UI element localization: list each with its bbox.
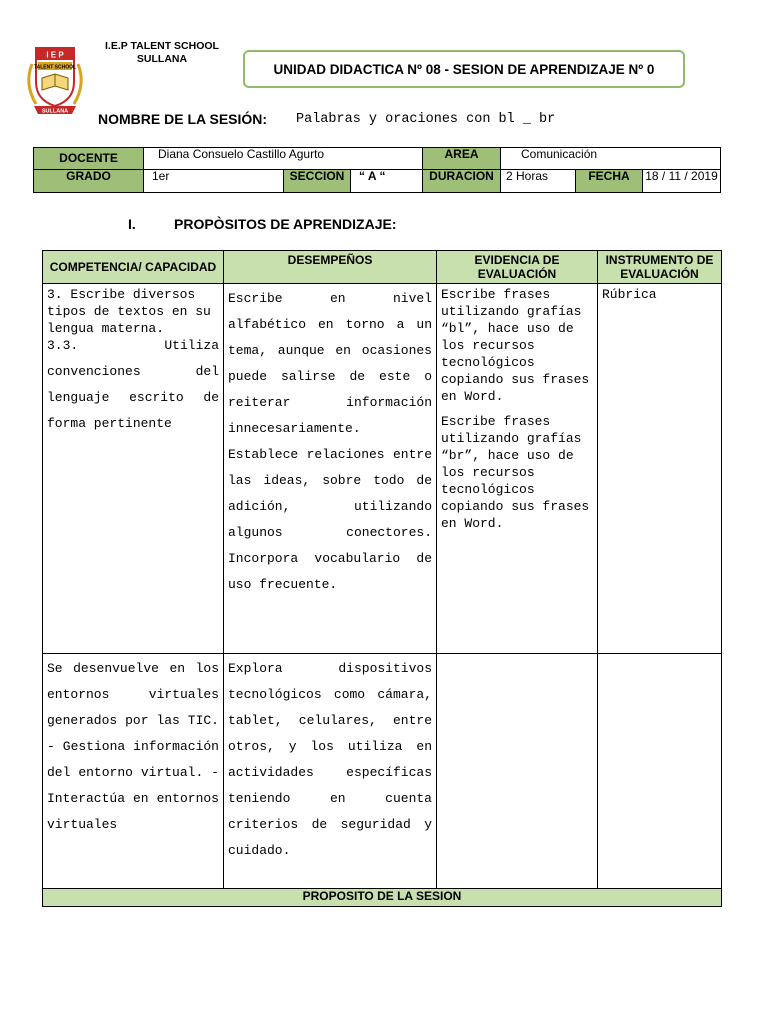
duracion-value-cell: 2 Horas bbox=[500, 169, 576, 193]
school-logo bbox=[22, 42, 88, 118]
header-competencia: COMPETENCIA/ CAPACIDAD bbox=[43, 251, 224, 284]
evidencia-text-a: Escribe frases utilizando grafías “bl”, hace uso de los recursos tecnológicos copiando sus frases en Word. bbox=[441, 287, 590, 404]
logo-letters: I E P bbox=[46, 50, 64, 60]
header-desempenos: DESEMPEÑOS bbox=[224, 251, 437, 284]
session-name: Palabras y oraciones con bl _ br bbox=[296, 112, 556, 127]
school-heading bbox=[92, 40, 232, 66]
docente-value-cell: Diana Consuelo Castillo Agurto bbox=[143, 147, 423, 170]
unit-title: UNIDAD DIDACTICA Nº 08 - SESION DE APRENDIZAJE Nº 0 bbox=[273, 61, 655, 77]
unit-title-box bbox=[243, 50, 685, 88]
grado-value-cell: 1er bbox=[143, 169, 284, 193]
section-number: I. bbox=[128, 216, 136, 232]
seccion-value-cell: “ A “ bbox=[350, 169, 423, 193]
info-grid bbox=[33, 147, 721, 193]
desempenos-cell: Escribe en nivel alfabético en torno a un tema, aunque en ocasiones puede salirse de este o reiterar información innecesariamente. Establece relaciones entre las ideas, sobre todo de adición, utilizando algunos conectores. Incorpora vocabulario de uso frecuente. bbox=[224, 284, 437, 654]
table-row bbox=[43, 284, 722, 654]
evidencia-cell bbox=[437, 654, 598, 889]
evidencia-text-b: Escribe frases utilizando grafías “br”, hace uso de los recursos tecnológicos copiando sus frases en Word. bbox=[441, 414, 590, 531]
desempenos-cell: Explora dispositivos tecnológicos como cámara, tablet, celulares, entre otros, y los utiliza en actividades específicas teniendo en cuenta criterios de seguridad y cuidado. bbox=[224, 654, 437, 889]
duracion-label-cell: DURACION bbox=[422, 169, 501, 193]
competencia-cell: Se desenvuelve en los entornos virtuales generados por las TIC. - Gestiona información del entorno virtual. - Interactúa en entornos virtuales bbox=[43, 654, 224, 889]
area-value-cell: Comunicación bbox=[500, 147, 721, 170]
purposes-table bbox=[42, 250, 722, 907]
logo-middle-text: TALENT SCHOOL bbox=[33, 64, 77, 71]
instrumento-cell: Rúbrica bbox=[598, 284, 722, 654]
instrumento-cell bbox=[598, 654, 722, 889]
header-evidencia: EVIDENCIA DE EVALUACIÓN bbox=[437, 251, 598, 284]
school-city: SULLANA bbox=[136, 53, 188, 65]
fecha-value-cell: 18 / 11 / 2019 bbox=[642, 169, 721, 193]
competencia-cell bbox=[43, 284, 224, 654]
session-label: NOMBRE DE LA SESIÓN: bbox=[98, 111, 268, 127]
evidencia-cell bbox=[437, 284, 598, 654]
competencia-text-b: 3.3. Utiliza convenciones del lenguaje escrito de forma pertinente bbox=[47, 338, 219, 431]
header-instrumento: INSTRUMENTO DE EVALUACIÓN bbox=[598, 251, 722, 284]
section-heading bbox=[128, 216, 396, 232]
fecha-label-cell: FECHA bbox=[575, 169, 643, 193]
area-label-cell: AREA bbox=[422, 147, 501, 170]
seccion-label-cell: SECCION bbox=[283, 169, 351, 193]
table-row bbox=[43, 654, 722, 889]
section-title: PROPÒSITOS DE APRENDIZAJE: bbox=[174, 216, 397, 232]
logo-ribbon-text: SULLANA bbox=[41, 108, 69, 115]
competencia-text-a: 3. Escribe diversos tipos de textos en su lengua materna. bbox=[47, 287, 211, 336]
docente-label-cell: DOCENTE bbox=[33, 147, 144, 170]
grado-label-cell: GRADO bbox=[33, 169, 144, 193]
school-name: I.E.P TALENT SCHOOL bbox=[105, 40, 219, 52]
session-purpose-header: PROPOSITO DE LA SESION bbox=[43, 889, 722, 907]
